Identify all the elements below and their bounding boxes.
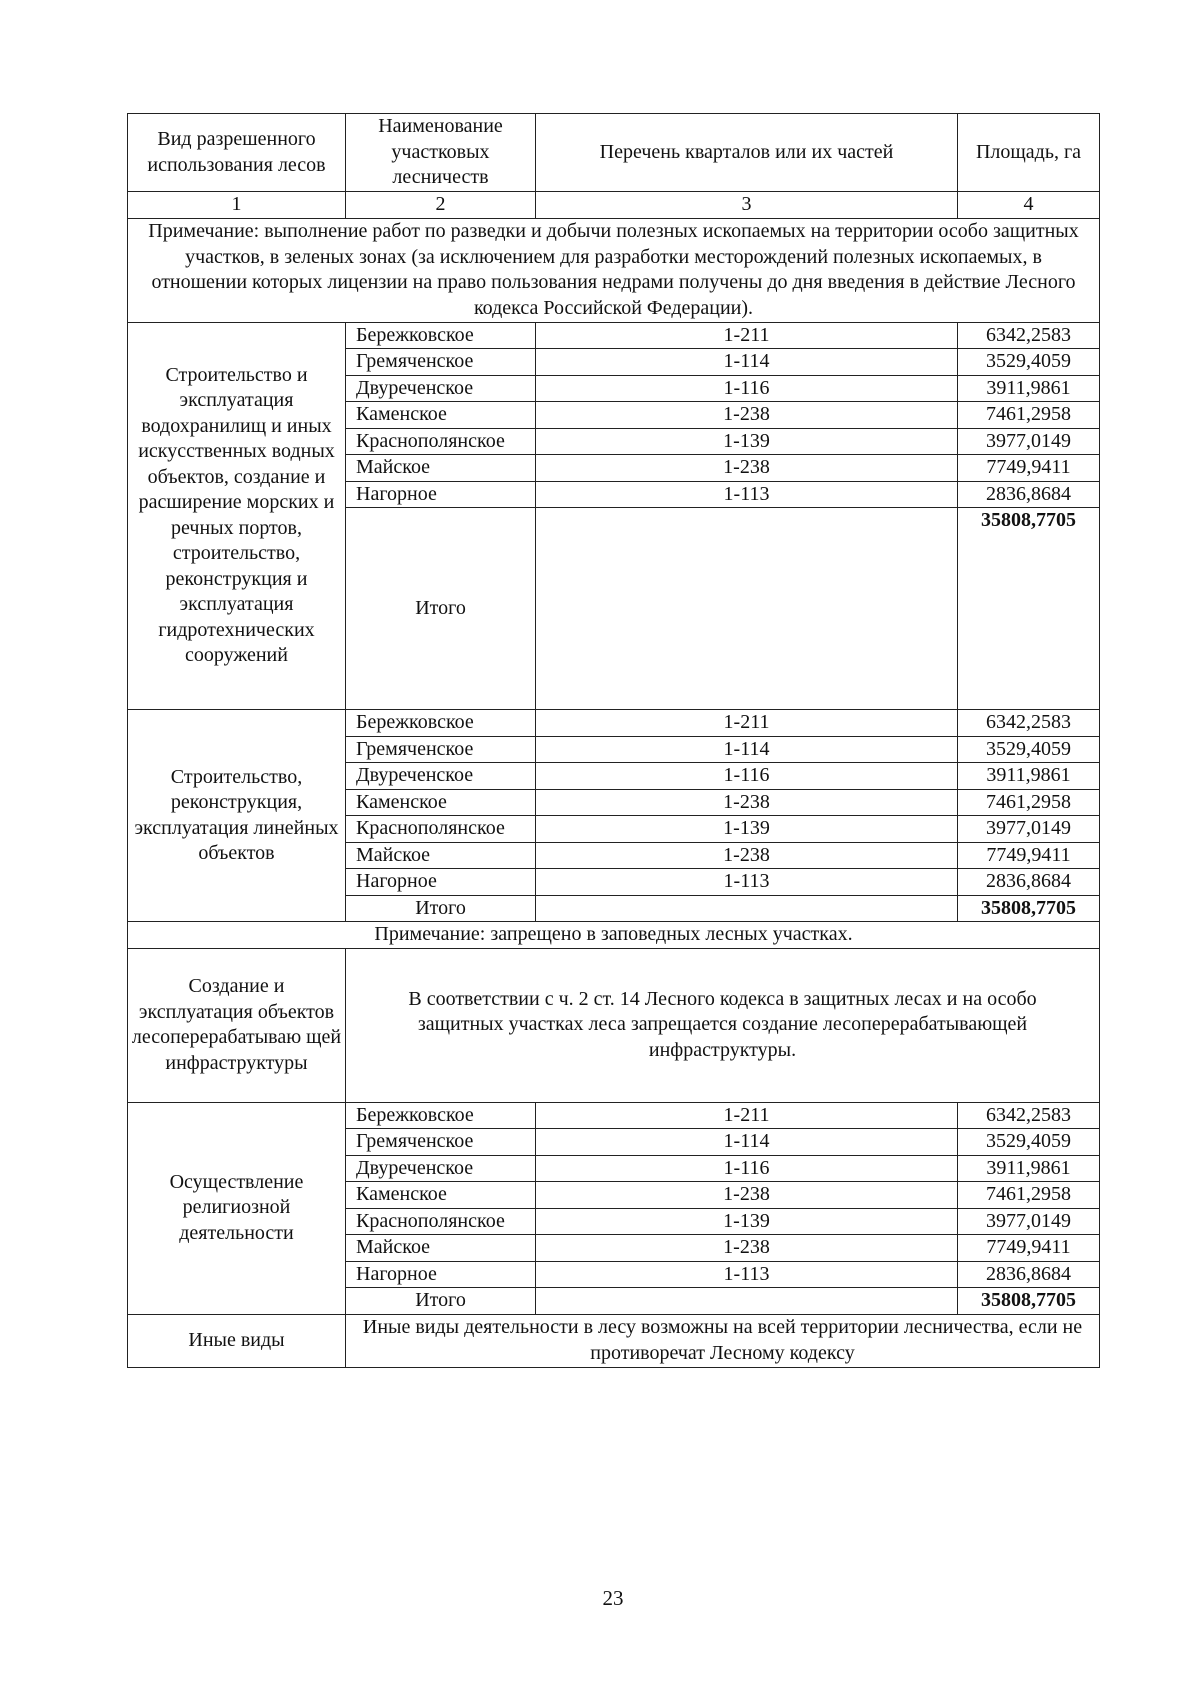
quarters: 1-238 (536, 1235, 958, 1262)
use-type-cell: Строительство, реконструкция, эксплуатация линейных объектов (128, 710, 346, 922)
quarters: 1-238 (536, 455, 958, 482)
processing-text: В соответствии с ч. 2 ст. 14 Лесного кодекса в защитных лесах и на особо защитных участках леса запрещается создание лесоперерабатывающей инфраструктуры. (346, 948, 1100, 1102)
total-area: 35808,7705 (958, 508, 1100, 710)
table-row (128, 1102, 1100, 1129)
forestry-name: Майское (346, 1235, 536, 1262)
forestry-name: Двуреченское (346, 763, 536, 790)
total-label: Итого (346, 508, 536, 710)
other-row (128, 1314, 1100, 1367)
page-number: 23 (602, 1586, 624, 1610)
quarters: 1-211 (536, 710, 958, 737)
forest-use-table (127, 113, 1100, 1368)
quarters: 1-113 (536, 481, 958, 508)
area-value: 3911,9861 (958, 763, 1100, 790)
header-area: Площадь, га (958, 114, 1100, 192)
area-value: 3977,0149 (958, 816, 1100, 843)
quarters: 1-114 (536, 1129, 958, 1156)
area-value: 3977,0149 (958, 1208, 1100, 1235)
quarters: 1-113 (536, 869, 958, 896)
forestry-name: Гремяченское (346, 1129, 536, 1156)
quarters: 1-114 (536, 736, 958, 763)
header-quarters: Перечень кварталов или их частей (536, 114, 958, 192)
column-number: 2 (346, 192, 536, 219)
quarters: 1-238 (536, 842, 958, 869)
forestry-name: Каменское (346, 789, 536, 816)
forestry-name: Краснополянское (346, 1208, 536, 1235)
area-value: 3977,0149 (958, 428, 1100, 455)
use-type-cell: Строительство и эксплуатация водохранилищ и иных искусственных водных объектов, создание и расширение морских и речных портов, строительство, реконструкция и эксплуатация гидротехнических сооружений (128, 322, 346, 710)
quarters: 1-139 (536, 1208, 958, 1235)
empty-cell (536, 508, 958, 710)
area-value: 7461,2958 (958, 1182, 1100, 1209)
area-value: 6342,2583 (958, 322, 1100, 349)
quarters: 1-116 (536, 763, 958, 790)
forestry-name: Гремяченское (346, 736, 536, 763)
area-value: 3529,4059 (958, 349, 1100, 376)
forestry-name: Краснополянское (346, 428, 536, 455)
other-text: Иные виды деятельности в лесу возможны на всей территории лесничества, если не противоречат Лесному кодексу (346, 1314, 1100, 1367)
quarters: 1-116 (536, 375, 958, 402)
forestry-name: Майское (346, 455, 536, 482)
forestry-name: Каменское (346, 402, 536, 429)
area-value: 3911,9861 (958, 1155, 1100, 1182)
area-value: 7461,2958 (958, 789, 1100, 816)
forestry-name: Нагорное (346, 1261, 536, 1288)
empty-cell (536, 895, 958, 922)
total-area: 35808,7705 (958, 895, 1100, 922)
table-row (128, 322, 1100, 349)
quarters: 1-211 (536, 1102, 958, 1129)
forestry-name: Краснополянское (346, 816, 536, 843)
header-use-type: Вид разрешенного использования лесов (128, 114, 346, 192)
column-number: 3 (536, 192, 958, 219)
empty-cell (536, 1288, 958, 1315)
note-mining: Примечание: выполнение работ по разведки и добычи полезных ископаемых на территории особо защитных участков, в зеленых зонах (за исключением для разработки месторождений полезных ископаемых, в отношении которых лицензии на право пользования недрами получены до дня введения в действие Лесного кодекса Российской Федерации). (128, 218, 1100, 322)
use-type-cell: Создание и эксплуатация объектов лесоперерабатываю щей инфраструктуры (128, 948, 346, 1102)
area-value: 3529,4059 (958, 736, 1100, 763)
forestry-name: Бережковское (346, 322, 536, 349)
area-value: 7749,9411 (958, 1235, 1100, 1262)
note-row (128, 218, 1100, 322)
forestry-name: Двуреченское (346, 1155, 536, 1182)
total-area: 35808,7705 (958, 1288, 1100, 1315)
area-value: 6342,2583 (958, 1102, 1100, 1129)
forestry-name: Двуреченское (346, 375, 536, 402)
column-number: 1 (128, 192, 346, 219)
quarters: 1-238 (536, 1182, 958, 1209)
area-value: 3911,9861 (958, 375, 1100, 402)
column-number-row (128, 192, 1100, 219)
area-value: 6342,2583 (958, 710, 1100, 737)
forestry-name: Бережковское (346, 710, 536, 737)
total-label: Итого (346, 1288, 536, 1315)
forestry-name: Бережковское (346, 1102, 536, 1129)
quarters: 1-139 (536, 428, 958, 455)
table-row (128, 710, 1100, 737)
forestry-name: Каменское (346, 1182, 536, 1209)
header-forestry: Наименование участковых лесничеств (346, 114, 536, 192)
quarters: 1-139 (536, 816, 958, 843)
area-value: 7749,9411 (958, 455, 1100, 482)
note-reserve: Примечание: запрещено в заповедных лесных участках. (128, 922, 1100, 949)
forestry-name: Нагорное (346, 481, 536, 508)
area-value: 2836,8684 (958, 481, 1100, 508)
use-type-cell: Осуществление религиозной деятельности (128, 1102, 346, 1314)
note-row (128, 922, 1100, 949)
forestry-name: Гремяченское (346, 349, 536, 376)
quarters: 1-211 (536, 322, 958, 349)
forestry-name: Майское (346, 842, 536, 869)
area-value: 2836,8684 (958, 869, 1100, 896)
quarters: 1-238 (536, 789, 958, 816)
area-value: 3529,4059 (958, 1129, 1100, 1156)
header-row (128, 114, 1100, 192)
total-label: Итого (346, 895, 536, 922)
area-value: 7461,2958 (958, 402, 1100, 429)
area-value: 2836,8684 (958, 1261, 1100, 1288)
forestry-name: Нагорное (346, 869, 536, 896)
column-number: 4 (958, 192, 1100, 219)
area-value: 7749,9411 (958, 842, 1100, 869)
quarters: 1-114 (536, 349, 958, 376)
processing-row (128, 948, 1100, 1102)
quarters: 1-116 (536, 1155, 958, 1182)
quarters: 1-238 (536, 402, 958, 429)
use-type-cell: Иные виды (128, 1314, 346, 1367)
quarters: 1-113 (536, 1261, 958, 1288)
